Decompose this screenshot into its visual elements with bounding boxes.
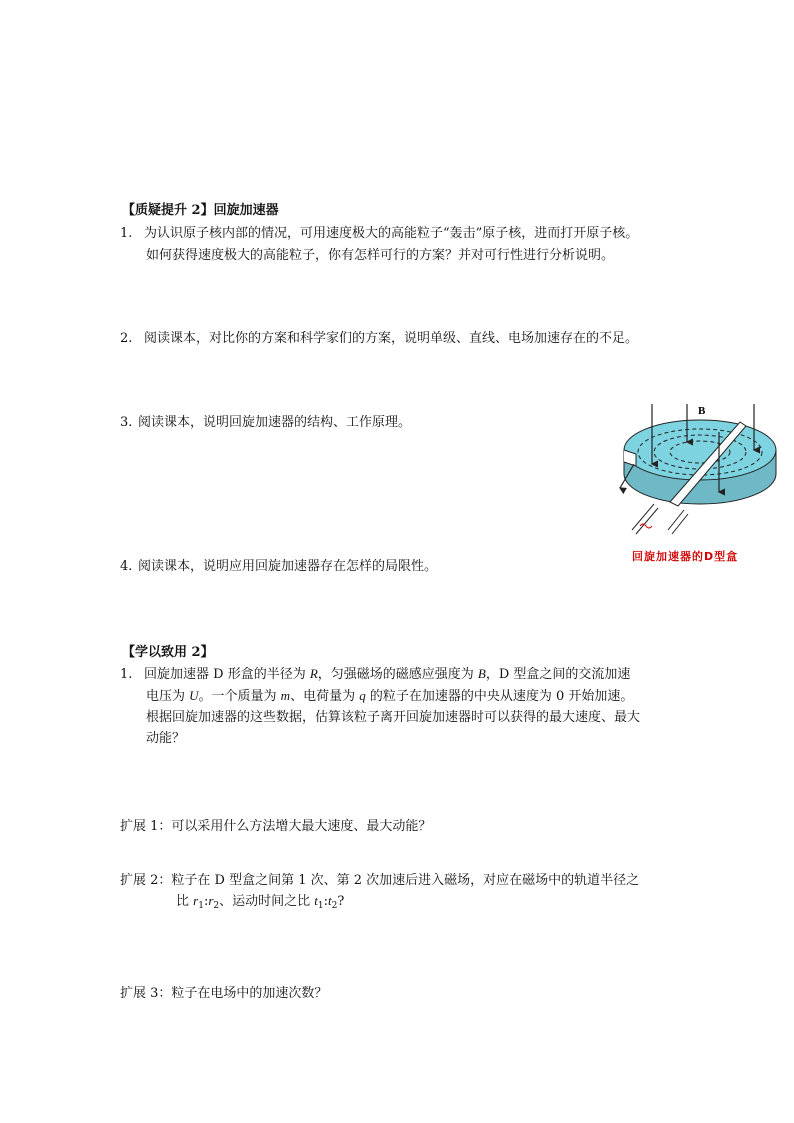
symbol-r2: r (208, 893, 214, 908)
subscript-2: 2 (213, 901, 220, 911)
problem-1-text-f: 、电荷量为 (290, 689, 360, 704)
problem-1-text-a: 回旋加速器 D 形盒的半径为 (144, 667, 310, 682)
question-4 (120, 555, 437, 574)
symbol-t2: t (328, 893, 332, 908)
symbol-r: r (193, 893, 199, 908)
problem-1-line-1 (120, 663, 630, 682)
cyclotron-d-box-figure (612, 402, 780, 572)
symbol-field: B (477, 666, 486, 681)
problem-1-text-b: ，匀强磁场的磁感应强度为 (317, 667, 478, 682)
cyclotron-d-box-diagram (612, 402, 780, 547)
question-2-number: 2. (120, 331, 133, 346)
problem-1-line-2 (146, 685, 633, 704)
extension-1: 扩展 1：可以采用什么方法增大最大速度、最大动能？ (120, 819, 432, 834)
problem-1-text-e: 。一个质量为 (198, 689, 281, 704)
extension-2-line-2 (176, 890, 344, 911)
question-2-text: 阅读课本，对比你的方案和科学家们的方案，说明单级、直线、电场加速存在的不足。 (144, 331, 639, 346)
problem-1-text-d: 电压为 (146, 689, 190, 704)
figure-caption: 回旋加速器的D型盒 (632, 550, 739, 563)
section-title-application-2: 【学以致用 2】 (122, 645, 214, 660)
ratio-colon-2: : (323, 894, 329, 909)
symbol-mass: m (280, 688, 291, 703)
question-1-line-2: 如何获得速度极大的高能粒子，你有怎样可行的方案？并对可行性进行分析说明。 (146, 248, 615, 263)
extension-2-text-b: 、运动时间之比 (219, 894, 315, 909)
question-1-line-1 (120, 222, 638, 241)
question-1-number: 1. (120, 226, 133, 241)
question-3 (120, 411, 411, 430)
problem-1-line-4: 动能？ (146, 731, 186, 746)
question-mark: ? (337, 894, 345, 909)
problem-1-line-3: 根据回旋加速器的这些数据，估算该粒子离开回旋加速器时可以获得的最大速度、最大 (146, 710, 641, 725)
question-3-number: 3. (120, 415, 133, 430)
question-2 (120, 327, 638, 346)
question-1-text-a: 为认识原子核内部的情况，可用速度极大的高能粒子“轰击”原子核，进而打开原子核。 (144, 226, 639, 241)
problem-1-number: 1. (120, 667, 133, 682)
extension-3: 扩展 3：粒子在电场中的加速次数？ (120, 986, 328, 1001)
subscript-t1: 1 (317, 901, 324, 911)
problem-1-text-g: 的粒子在加速器的中央从速度为 (365, 689, 556, 704)
question-3-text: 阅读课本，说明回旋加速器的结构、工作原理。 (138, 415, 412, 430)
ratio-colon: : (203, 894, 209, 909)
section-title-question-2: 【质疑提升 2】回旋加速器 (122, 203, 279, 218)
symbol-t: t (314, 893, 318, 908)
symbol-zero: 0 (555, 689, 565, 704)
problem-1-text-c: ，D 型盒之间的交流加速 (485, 667, 631, 682)
symbol-voltage: U (189, 688, 199, 703)
subscript-t2: 2 (331, 901, 338, 911)
question-4-number: 4. (120, 559, 133, 574)
symbol-radius: R (309, 666, 318, 681)
problem-1-text-h: 开始加速。 (564, 689, 634, 704)
magnetic-field-label: B (698, 405, 706, 417)
symbol-charge: q (359, 688, 366, 703)
subscript-1: 1 (198, 901, 204, 911)
question-4-text: 阅读课本，说明应用回旋加速器存在怎样的局限性。 (138, 559, 438, 574)
extension-2-text-a: 比 (176, 894, 194, 909)
extension-2-line-1: 扩展 2：粒子在 D 型盒之间第 1 次、第 2 次加速后进入磁场，对应在磁场中的轨道半径之 (120, 873, 640, 888)
